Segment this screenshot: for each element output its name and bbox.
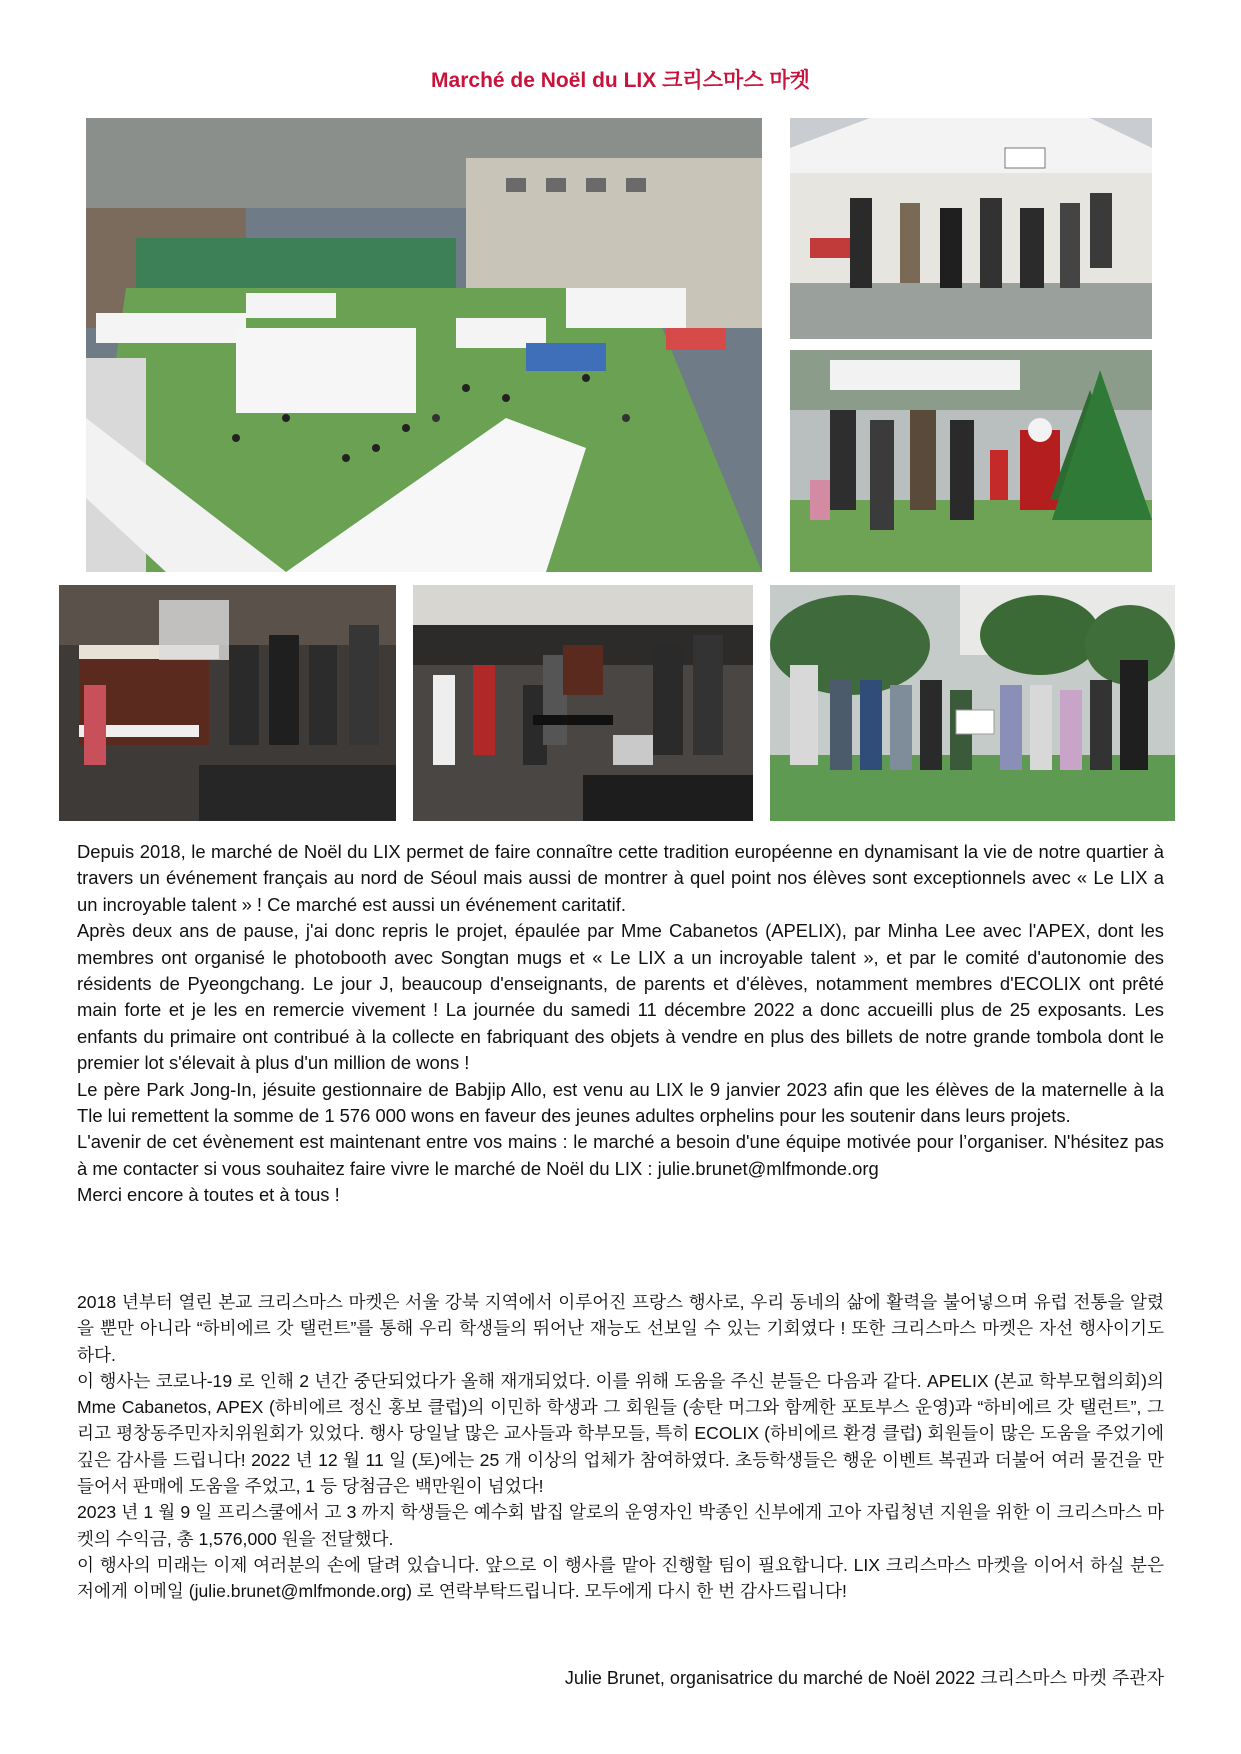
french-text [77, 839, 1164, 1209]
french-paragraph-4: L'avenir de cet évènement est maintenant entre vos mains : le marché a besoin d'une équipe motivée pour l’organiser. N'hésitez pas à me contacter si vous souhaitez faire vivre le marché de Noël du LIX : julie.brunet@mlfmonde.org [77, 1131, 1164, 1179]
korean-paragraph-1: 2018 년부터 열린 본교 크리스마스 마켓은 서울 강북 지역에서 이루어진 프랑스 행사로, 우리 동네의 삶에 활력을 불어넣으며 유럽 전통을 알렸을 뿐만 아니라 “하비에르 갓 탤런트”를 통해 우리 학생들의 뛰어난 재능도 선보일 수 있는 기회였다 ! 또한 크리스마스 마켓은 자선 행사이기도 하다. [77, 1292, 1164, 1365]
photo-aerial-market [86, 118, 762, 572]
french-paragraph-1: Depuis 2018, le marché de Noël du LIX permet de faire connaître cette tradition européenne en dynamisant la vie de notre quartier à travers un événement français au nord de Séoul mais aussi de montrer à quel point nos élèves sont exceptionnels avec « Le LIX a un incroyable talent » ! Ce marché est aussi un événement caritatif. [77, 841, 1164, 915]
photo-group-cheque [770, 585, 1175, 821]
page-title: Marché de Noël du LIX 크리스마스 마켓 [431, 69, 810, 92]
signature: Julie Brunet, organisatrice du marché de Noël 2022 크리스마스 마켓 주관자 [564, 1668, 1164, 1688]
korean-text [77, 1289, 1164, 1605]
french-paragraph-2: Après deux ans de pause, j'ai donc repris le projet, épaulée par Mme Cabanetos (APELIX), par Minha Lee avec l'APEX, dont les membres ont organisé le photobooth avec Songtan mugs et « Le LIX a un incroyable talent », et par le comité d'autonomie des résidents de Pyeongchang. Le jour J, beaucoup d'enseignants, de parents et d'élèves, notamment membres d'ECOLIX ont prêté main forte et je les en remercie vivement ! La journée du samedi 11 décembre 2022 a donc accueilli plus de 25 exposants. Les enfants du primaire ont contribué à la collecte en fabriquant des objets à vendre en plus des billets de notre grande tombola dont le premier lot s'élevait à plus d'un million de wons ! [77, 920, 1164, 1074]
french-paragraph-5: Merci encore à toutes et à tous ! [77, 1184, 340, 1206]
photo-piano-performance [59, 585, 396, 821]
korean-paragraph-2: 이 행사는 코로나-19 로 인해 2 년간 중단되었다가 올해 재개되었다. 이를 위해 도움을 주신 분들은 다음과 같다. APELIX (본교 학부모협의회)의 Mme Cabanetos, APEX (하비에르 정신 홍보 클럽)의 이민하 학생과 그 회원들 (송탄 머그와 함께한 포토부스 운영)과 “하비에르 갓 탤런트”, 그리고 평창동주민자치위원회가 있었다. 행사 당일날 많은 교사들과 학부모들, 특히 ECOLIX (하비에르 환경 클럽) 회원들이 많은 도움을 주었기에 깊은 감사를 드립니다! 2022 년 12 월 11 일 (토)에는 25 개 이상의 업체가 참여하였다. 초등학생들은 행운 이벤트 복권과 더불어 여러 물건을 만들어서 판매에 도움을 주었고, 1 등 당첨금은 백만원이 넘었다! [77, 1370, 1164, 1497]
photo-band-performance [413, 585, 753, 821]
korean-paragraph-3: 2023 년 1 월 9 일 프리스쿨에서 고 3 까지 학생들은 예수회 밥집 알로의 운영자인 박종인 신부에게 고아 자립청년 지원을 위한 이 크리스마스 마켓의 수익금, 총 1,576,000 원을 전달했다. [77, 1502, 1164, 1549]
photo-tent-booth [790, 118, 1152, 339]
photo-santa-children [790, 350, 1152, 572]
french-paragraph-3: Le père Park Jong-In, jésuite gestionnaire de Babjip Allo, est venu au LIX le 9 janvier 2023 afin que les élèves de la maternelle à la Tle lui remettent la somme de 1 576 000 wons en faveur des jeunes adultes orphelins pour les soutenir dans leurs projets. [77, 1078, 1164, 1127]
korean-paragraph-4: 이 행사의 미래는 이제 여러분의 손에 달려 있습니다. 앞으로 이 행사를 맡아 진행할 팀이 필요합니다. LIX 크리스마스 마켓을 이어서 하실 분은 저에게 이메일 (julie.brunet@mlfmonde.org) 로 연락부탁드립니다. 모두에게 다시 한 번 감사드립니다! [77, 1554, 1164, 1602]
